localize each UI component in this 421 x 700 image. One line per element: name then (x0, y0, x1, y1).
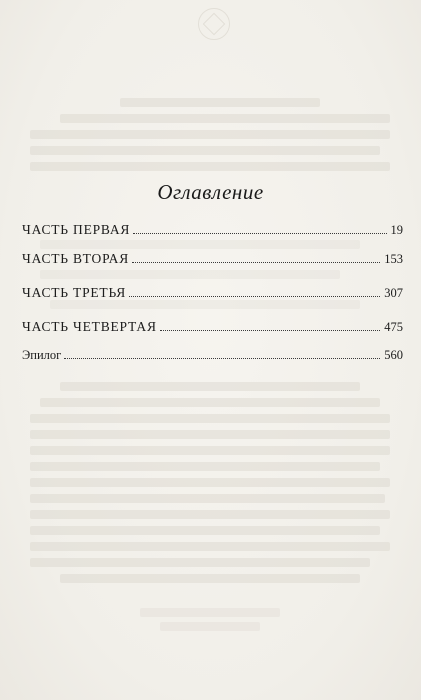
toc-entry-page: 307 (384, 286, 403, 300)
toc-title: Оглавление (157, 180, 264, 204)
dot-leader (132, 262, 380, 263)
toc-entry-page: 475 (384, 320, 403, 334)
toc-entry-part-4[interactable] (22, 319, 403, 339)
toc-entry-part-3[interactable] (22, 285, 403, 305)
toc-entry-epilog[interactable] (22, 348, 403, 368)
toc-entry-label: ЧАСТЬ ПЕРВАЯ (22, 222, 131, 237)
toc-entry-page: 153 (384, 252, 403, 266)
publisher-emblem-icon (198, 8, 230, 40)
dot-leader (64, 358, 380, 359)
toc-entry-label: Эпилог (22, 348, 62, 362)
toc-entry-label: ЧАСТЬ ЧЕТВЕРТАЯ (22, 319, 157, 334)
toc-entry-part-1[interactable] (22, 222, 403, 242)
toc-entry-page: 560 (384, 348, 403, 362)
dot-leader (160, 330, 381, 331)
toc-entry-page: 19 (390, 223, 403, 237)
toc-entry-label: ЧАСТЬ ТРЕТЬЯ (22, 285, 127, 300)
dot-leader (129, 296, 380, 297)
toc-entry-label: ЧАСТЬ ВТОРАЯ (22, 251, 130, 266)
toc-entry-part-2[interactable] (22, 251, 403, 271)
dot-leader (133, 233, 386, 234)
